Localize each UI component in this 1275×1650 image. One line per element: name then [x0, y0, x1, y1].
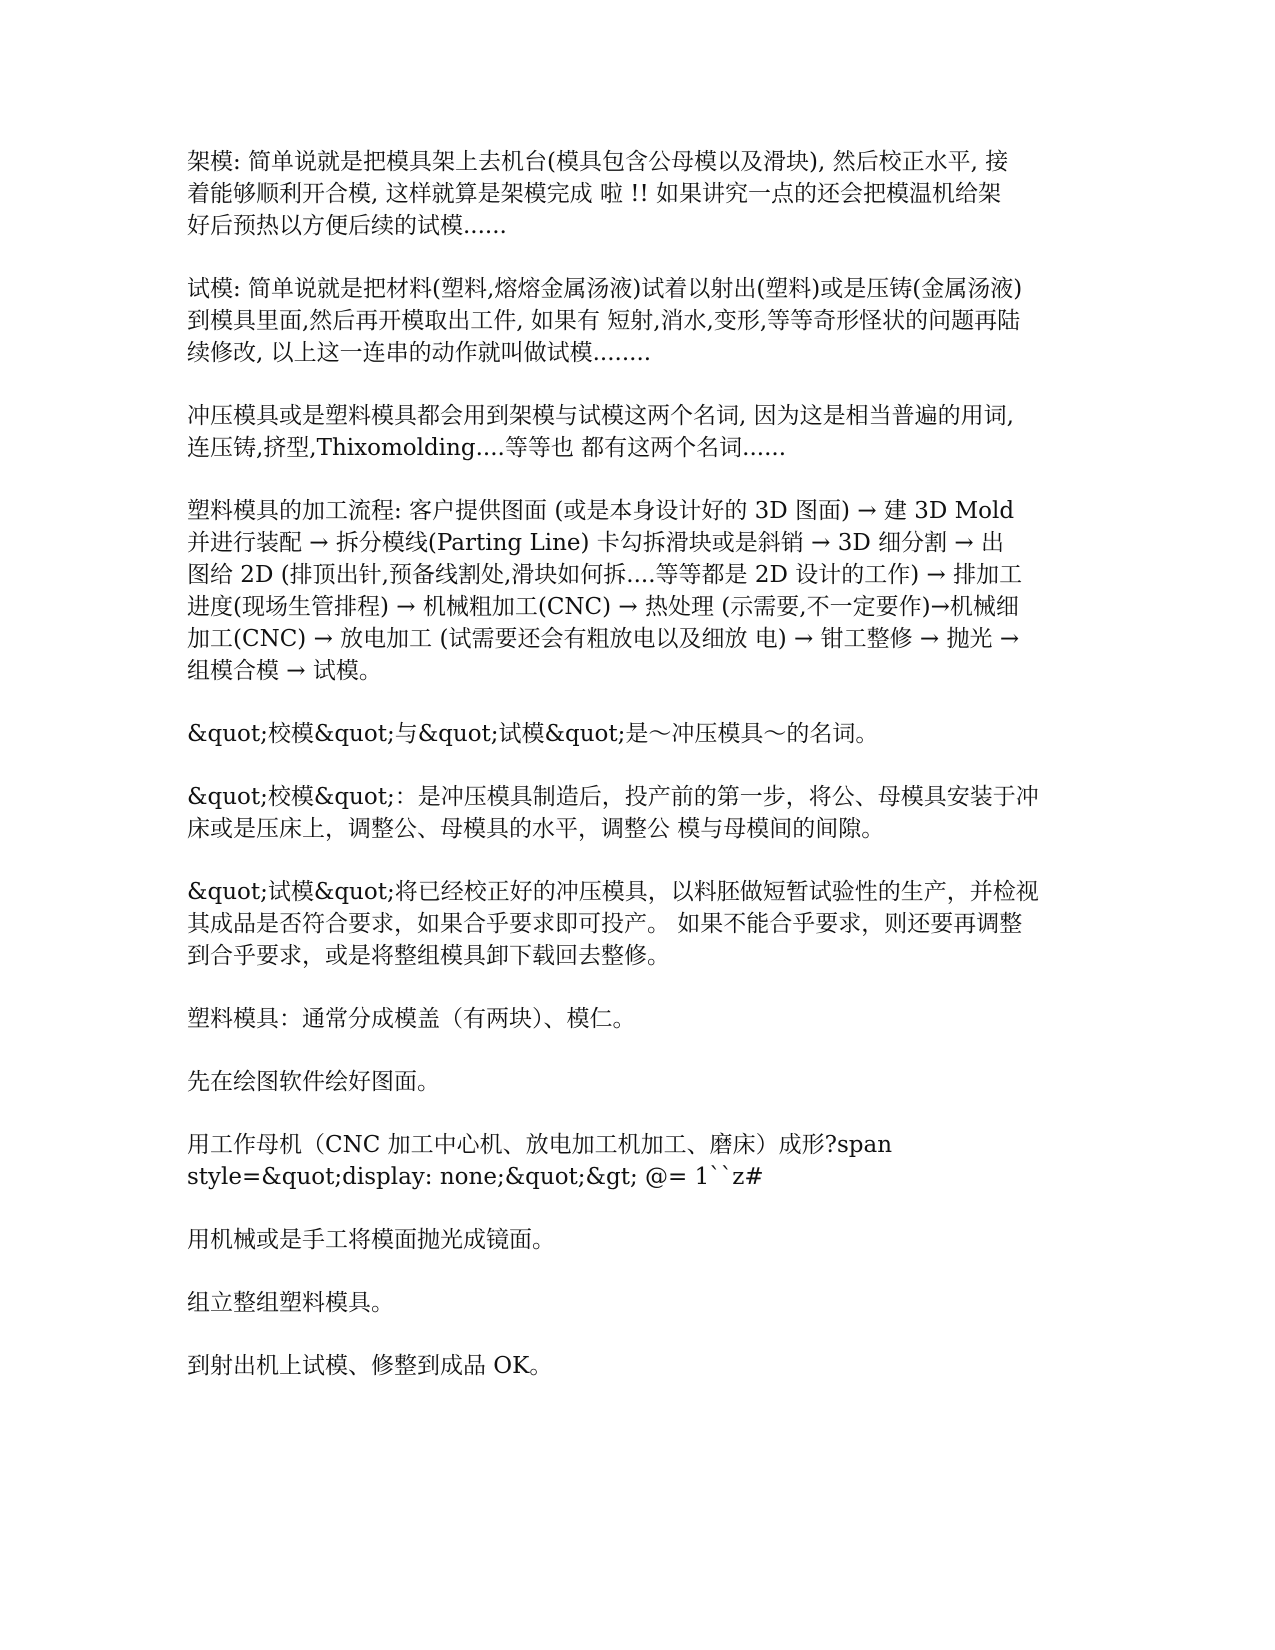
- text-line: 图给 2D (排顶出针,预备线割处,滑块如何拆....等等都是 2D 设计的工作) → 排加工: [187, 562, 1023, 588]
- paragraph-machining: [187, 1129, 1117, 1193]
- text-line: 组模合模 → 试模。: [187, 658, 382, 684]
- text-line: 冲压模具或是塑料模具都会用到架模与试模这两个名词, 因为这是相当普遍的用词,: [187, 403, 1014, 429]
- text-line: &quot;试模&quot;将已经校正好的冲压模具，以料胚做短暂试验性的生产，并检视: [187, 879, 1039, 905]
- text-line: 进度(现场生管排程) → 机械粗加工(CNC) → 热处理 (示需要,不一定要作)→机械细: [187, 594, 1019, 620]
- text-line: style=&quot;display: none;&quot;&gt; @= 1``z#: [187, 1164, 764, 1190]
- text-line: 到射出机上试模、修整到成品 OK。: [187, 1353, 553, 1379]
- text-line: 用机械或是手工将模面抛光成镜面。: [187, 1227, 555, 1253]
- text-line: 连压铸,挤型,Thixomolding....等等也 都有这两个名词......: [187, 435, 786, 461]
- text-line: 并进行装配 → 拆分模线(Parting Line) 卡勾拆滑块或是斜销 → 3D 细分割 → 出: [187, 530, 1004, 556]
- text-line: &quot;校模&quot;：是冲压模具制造后，投产前的第一步，将公、母模具安装于冲: [187, 784, 1039, 810]
- text-line: 好后预热以方便后续的试模......: [187, 213, 507, 239]
- paragraph-polish: [187, 1224, 1117, 1256]
- text-line: &quot;校模&quot;与&quot;试模&quot;是～冲压模具～的名词。: [187, 721, 879, 747]
- paragraph-process: [187, 495, 1117, 687]
- paragraph-plastic-mold: [187, 1003, 1117, 1035]
- paragraph-jiaomo: [187, 781, 1117, 845]
- text-line: 到合乎要求，或是将整组模具卸下载回去整修。: [187, 943, 670, 969]
- text-line: 先在绘图软件绘好图面。: [187, 1069, 440, 1095]
- paragraph-jiamo: [187, 146, 1117, 242]
- paragraph-final-trial: [187, 1350, 1117, 1382]
- text-line: 塑料模具：通常分成模盖（有两块）、模仁。: [187, 1006, 636, 1032]
- text-line: 其成品是否符合要求，如果合乎要求即可投产。 如果不能合乎要求，则还要再调整: [187, 911, 1023, 937]
- text-line: 用工作母机（CNC 加工中心机、放电加工机加工、磨床）成形?span: [187, 1132, 893, 1158]
- text-line: 试模: 简单说就是把材料(塑料,熔熔金属汤液)试着以射出(塑料)或是压铸(金属汤液): [187, 276, 1023, 302]
- text-line: 塑料模具的加工流程: 客户提供图面 (或是本身设计好的 3D 图面) → 建 3D Mold: [187, 498, 1015, 524]
- text-line: 床或是压床上，调整公、母模具的水平，调整公 模与母模间的间隙。: [187, 816, 885, 842]
- paragraph-shimo: [187, 273, 1117, 369]
- paragraph-trial: [187, 876, 1117, 972]
- paragraph-drawing: [187, 1066, 1117, 1098]
- text-line: 架模: 简单说就是把模具架上去机台(模具包含公母模以及滑块), 然后校正水平, 接: [187, 149, 1009, 175]
- text-line: 组立整组塑料模具。: [187, 1290, 394, 1316]
- paragraph-stamping-terms: [187, 718, 1117, 750]
- text-line: 到模具里面,然后再开模取出工件, 如果有 短射,消水,变形,等等奇形怪状的问题再陆: [187, 308, 1021, 334]
- paragraph-terms: [187, 400, 1117, 464]
- text-line: 着能够顺利开合模, 这样就算是架模完成 啦 !! 如果讲究一点的还会把模温机给架: [187, 181, 1002, 207]
- document-page: [187, 146, 1117, 1413]
- text-line: 加工(CNC) → 放电加工 (试需要还会有粗放电以及细放 电) → 钳工整修 → 抛光 →: [187, 626, 1020, 652]
- paragraph-assemble: [187, 1287, 1117, 1319]
- text-line: 续修改, 以上这一连串的动作就叫做试模........: [187, 340, 652, 366]
